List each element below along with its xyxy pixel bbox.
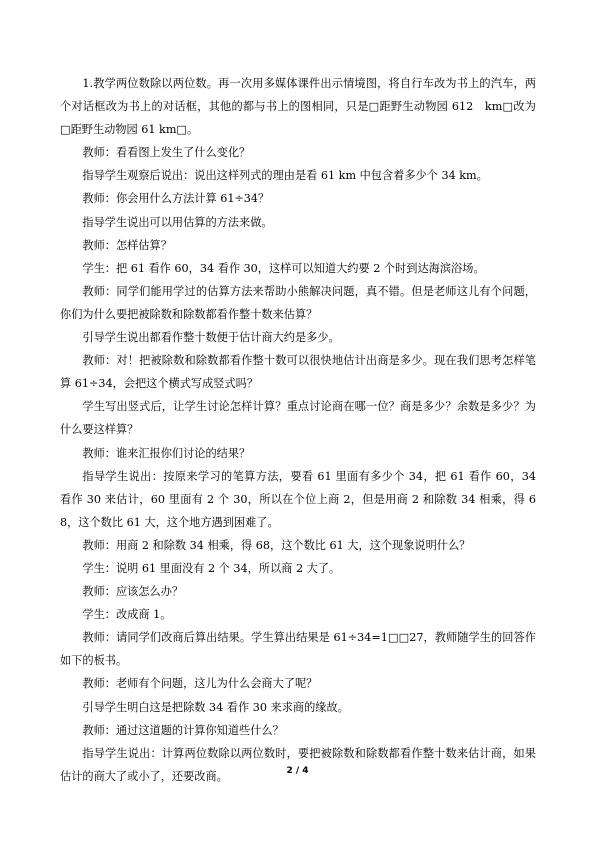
paragraph: 指导学生说出：计算两位数除以两位数时，要把被除数和除数都看作整十数来估计商，如果估计的商大了或小了，还要改商。 bbox=[60, 746, 536, 783]
paragraph: 教师：对！把被除数和除数都看作整十数可以很快地估计出商是多少。现在我们思考怎样笔算 61÷34，会把这个横式写成竖式吗？ bbox=[60, 354, 536, 391]
paragraph: 教师：你会用什么方法计算 61÷34？ bbox=[82, 192, 270, 206]
paragraph: 学生：把 61 看作 60，34 看作 30，这样可以知道大约要 2 个时到达海滨浴场。 bbox=[82, 261, 485, 275]
paragraph: 1.教学两位数除以两位数。再一次用多媒体课件出示情境图，将自行车改为书上的汽车，两个对话框改为书上的对话框，其他的都与书上的图相同，只是□距野生动物园 612 km□改为□距野生动物园 61 km□。 bbox=[60, 77, 536, 137]
paragraph: 教师：看看图上发生了什么变化？ bbox=[82, 146, 251, 160]
page-number: 2 / 4 bbox=[286, 766, 309, 776]
paragraph: 教师：同学们能用学过的估算方法来帮助小熊解决问题，真不错。但是老师这儿有个问题，你们为什么要把被除数和除数都看作整十数来估算？ bbox=[60, 284, 536, 321]
paragraph: 教师：通过这道题的计算你知道些什么？ bbox=[82, 723, 284, 737]
paragraph: 指导学生说出可以用估算的方法来做。 bbox=[82, 215, 273, 229]
paragraph: 指导学生说出：按原来学习的笔算方法，要看 61 里面有多少个 34，把 61 看作 60，34 看作 30 来估计，60 里面有 2 个 30，所以在个位上商 2，但是用商 2 和除数 34 相乘，得 68，这个数比 61 大，这个地方遇到困难了。 bbox=[60, 469, 536, 529]
paragraph: 教师：谁来汇报你们讨论的结果？ bbox=[82, 446, 251, 460]
paragraph: 教师：用商 2 和除数 34 相乘，得 68，这个数比 61 大，这个现象说明什么？ bbox=[82, 538, 471, 552]
paragraph: 引导学生明白这是把除数 34 看作 30 来求商的缘故。 bbox=[82, 700, 349, 714]
paragraph: 学生：改成商 1。 bbox=[82, 608, 172, 622]
paragraph: 教师：怎样估算？ bbox=[82, 238, 172, 252]
paragraph: 教师：请同学们改商后算出结果。学生算出结果是 61÷34=1□□27，教师随学生的回答作如下的板书。 bbox=[60, 631, 536, 668]
paragraph: 学生：说明 61 里面没有 2 个 34，所以商 2 大了。 bbox=[82, 561, 341, 575]
paragraph: 教师：老师有个问题，这儿为什么会商大了呢？ bbox=[82, 677, 318, 691]
paragraph: 教师：应该怎么办？ bbox=[82, 585, 184, 599]
paragraph: 引导学生说出都看作整十数便于估计商大约是多少。 bbox=[82, 331, 340, 345]
document-body bbox=[60, 72, 536, 788]
paragraph: 学生写出竖式后，让学生讨论怎样计算？重点讨论商在哪一位？商是多少？余数是多少？为什么要这样算？ bbox=[60, 400, 536, 437]
paragraph: 指导学生观察后说出：说出这样列式的理由是看 61 km 中包含着多少个 34 km。 bbox=[82, 169, 488, 183]
